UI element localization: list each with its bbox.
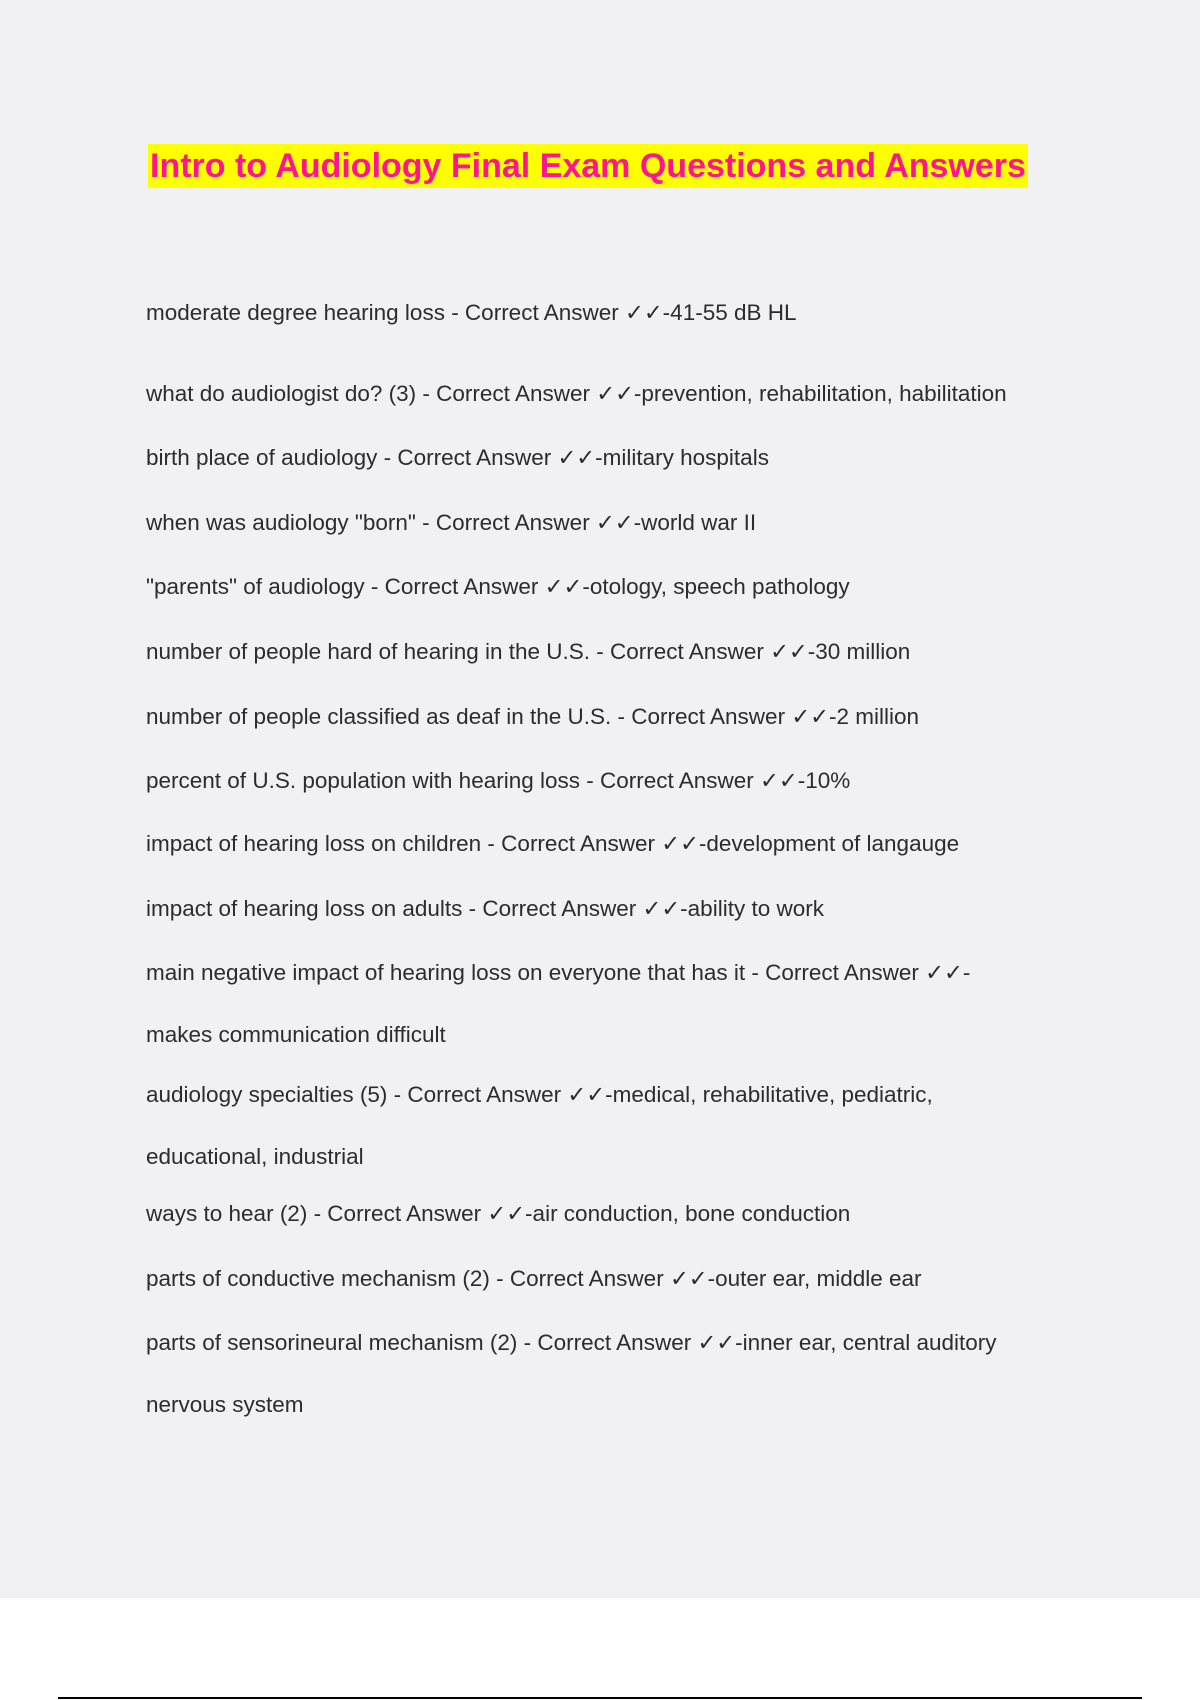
qa-item bbox=[146, 894, 1086, 924]
qa-line: "parents" of audiology - Correct Answer ✓✓-otology, speech pathology bbox=[146, 574, 850, 599]
qa-item bbox=[146, 766, 1086, 796]
qa-item bbox=[146, 637, 1086, 667]
document-title: Intro to Audiology Final Exam Questions and Answers bbox=[148, 144, 1028, 188]
qa-line: main negative impact of hearing loss on everyone that has it - Correct Answer ✓✓- bbox=[146, 960, 971, 985]
qa-line: percent of U.S. population with hearing loss - Correct Answer ✓✓-10% bbox=[146, 768, 851, 793]
qa-line: birth place of audiology - Correct Answer ✓✓-military hospitals bbox=[146, 445, 769, 470]
qa-item bbox=[146, 572, 1086, 602]
qa-line: makes communication difficult bbox=[146, 1022, 446, 1047]
footer-rule bbox=[58, 1697, 1142, 1699]
qa-item bbox=[146, 379, 1086, 409]
qa-line: parts of sensorineural mechanism (2) - Correct Answer ✓✓-inner ear, central auditory bbox=[146, 1330, 997, 1355]
qa-item bbox=[146, 958, 1086, 1050]
title-block bbox=[148, 144, 1084, 188]
qa-item bbox=[146, 1264, 1086, 1294]
qa-line: number of people hard of hearing in the U.S. - Correct Answer ✓✓-30 million bbox=[146, 639, 911, 664]
qa-line: what do audiologist do? (3) - Correct Answer ✓✓-prevention, rehabilitation, habilitation bbox=[146, 381, 1007, 406]
qa-line: when was audiology "born" - Correct Answer ✓✓-world war II bbox=[146, 510, 757, 535]
qa-line: impact of hearing loss on children - Correct Answer ✓✓-development of langauge bbox=[146, 831, 960, 856]
qa-item bbox=[146, 443, 1086, 473]
qa-line: educational, industrial bbox=[146, 1144, 364, 1169]
qa-item bbox=[146, 702, 1086, 732]
qa-line: nervous system bbox=[146, 1392, 304, 1417]
qa-item bbox=[146, 1328, 1086, 1420]
qa-line: impact of hearing loss on adults - Correct Answer ✓✓-ability to work bbox=[146, 896, 824, 921]
qa-line: moderate degree hearing loss - Correct Answer ✓✓-41-55 dB HL bbox=[146, 300, 797, 325]
qa-line: audiology specialties (5) - Correct Answer ✓✓-medical, rehabilitative, pediatric, bbox=[146, 1082, 933, 1107]
qa-item bbox=[146, 1080, 1086, 1172]
qa-item bbox=[146, 1199, 1086, 1229]
qa-item bbox=[146, 829, 1086, 859]
qa-item bbox=[146, 508, 1086, 538]
qa-line: number of people classified as deaf in the U.S. - Correct Answer ✓✓-2 million bbox=[146, 704, 920, 729]
qa-item bbox=[146, 298, 1086, 328]
qa-line: ways to hear (2) - Correct Answer ✓✓-air conduction, bone conduction bbox=[146, 1201, 851, 1226]
qa-line: parts of conductive mechanism (2) - Correct Answer ✓✓-outer ear, middle ear bbox=[146, 1266, 922, 1291]
